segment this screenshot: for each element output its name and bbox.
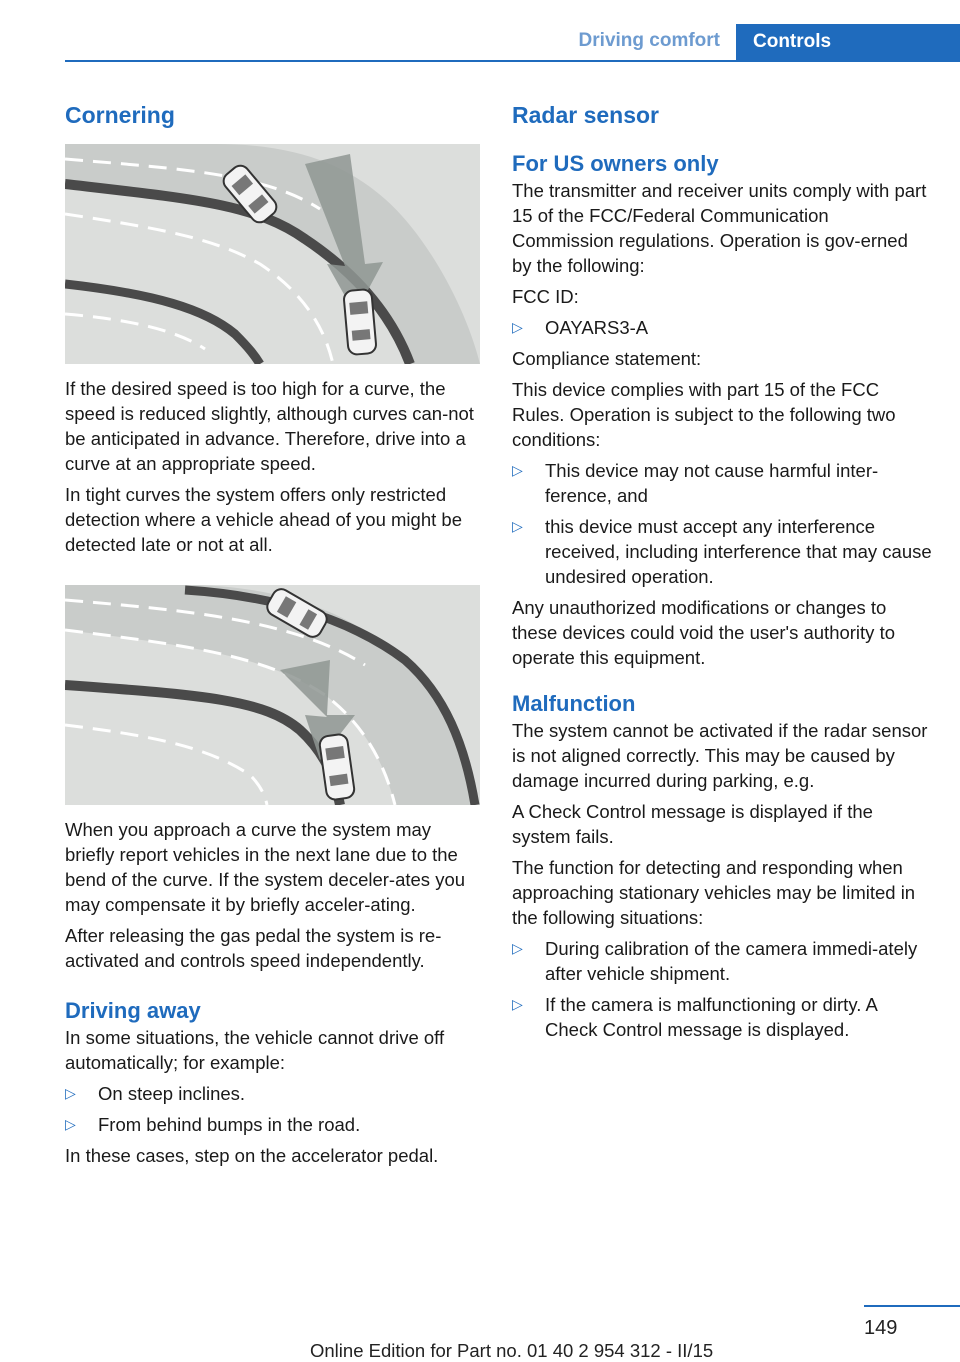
list-item-text: this device must accept any interference received, including interference that may cause undesired operation. — [545, 516, 932, 587]
list-item-text: OAYARS3-A — [545, 317, 649, 338]
radar-sensor-heading: Radar sensor — [512, 102, 660, 128]
bullet-triangle-icon: ▷ — [65, 1116, 76, 1132]
bullet-triangle-icon: ▷ — [512, 518, 523, 534]
list-item — [512, 315, 932, 340]
list-item-text: During calibration of the camera immedi-ately after vehicle shipment. — [545, 938, 918, 984]
left-column — [65, 100, 480, 1174]
driving-away-heading: Driving away — [65, 998, 201, 1023]
bullet-triangle-icon: ▷ — [512, 462, 523, 478]
cornering-paragraph-1: If the desired speed is too high for a curve, the speed is reduced slightly, although curves can-not be anticipated in advance. Therefore, drive into a curve at an appropriate speed. — [65, 378, 474, 474]
list-item-text: If the camera is malfunctioning or dirty. A Check Control message is displayed. — [545, 994, 877, 1040]
edition-footer: Online Edition for Part no. 01 40 2 954 312 - II/15 — [310, 1340, 714, 1361]
header-chapter-tab — [736, 24, 960, 62]
fcc-paragraph: The transmitter and receiver units comply with part 15 of the FCC/Federal Communication Commission regulations. Operation is gov-erned by the following: — [512, 180, 927, 276]
bullet-triangle-icon: ▷ — [512, 319, 523, 335]
compliance-label: Compliance statement: — [512, 348, 702, 369]
malfunction-paragraph-2: A Check Control message is displayed if the system fails. — [512, 801, 873, 847]
driving-away-paragraph: In some situations, the vehicle cannot drive off automatically; for example: — [65, 1027, 445, 1073]
list-item — [65, 1081, 480, 1106]
footer-rule — [864, 1305, 960, 1307]
list-item-text: From behind bumps in the road. — [98, 1114, 361, 1135]
us-owners-heading: For US owners only — [512, 151, 719, 176]
cornering-paragraph-3: When you approach a curve the system may briefly report vehicles in the next lane due to the bend of the curve. If the system deceler-ates you may compensate it by briefly acceler-ating. — [65, 819, 466, 915]
fcc-id-label: FCC ID: — [512, 286, 579, 307]
compliance-paragraph: This device complies with part 15 of the FCC Rules. Operation is subject to the following two conditions: — [512, 379, 896, 450]
right-column — [512, 100, 932, 1048]
list-item — [512, 992, 932, 1042]
malfunction-paragraph-3: The function for detecting and responding when approaching stationary vehicles may be limited in the following situations: — [512, 857, 916, 928]
cornering-figure-2 — [65, 585, 480, 805]
driving-away-closing: In these cases, step on the accelerator pedal. — [65, 1145, 439, 1166]
modifications-paragraph: Any unauthorized modifications or changes to these devices could void the user's authority to operate this equipment. — [512, 597, 895, 668]
list-item — [512, 458, 932, 508]
malfunction-paragraph-1: The system cannot be activated if the radar sensor is not aligned correctly. This may be caused by damage incurred during parking, e.g. — [512, 720, 928, 791]
bullet-triangle-icon: ▷ — [512, 996, 523, 1012]
list-item-text: This device may not cause harmful inter-ference, and — [545, 460, 879, 506]
header-rule — [65, 60, 960, 62]
page-number: 149 — [864, 1317, 898, 1339]
malfunction-heading: Malfunction — [512, 691, 636, 716]
header-chapter-label: Controls — [753, 31, 832, 52]
cornering-paragraph-4: After releasing the gas pedal the system is re-activated and controls speed independently. — [65, 925, 442, 971]
list-item-text: On steep inclines. — [98, 1083, 246, 1104]
cornering-heading: Cornering — [65, 102, 175, 128]
bullet-triangle-icon: ▷ — [512, 940, 523, 956]
cornering-figure-1 — [65, 144, 480, 364]
cornering-diagram-one-icon — [65, 144, 480, 364]
list-item — [512, 936, 932, 986]
header-section-title: Driving comfort — [578, 30, 720, 51]
bullet-triangle-icon: ▷ — [65, 1085, 76, 1101]
list-item — [65, 1112, 480, 1137]
cornering-diagram-two-icon — [65, 585, 480, 805]
cornering-paragraph-2: In tight curves the system offers only restricted detection where a vehicle ahead of you might be detected late or not at all. — [65, 484, 462, 555]
list-item — [512, 514, 932, 589]
